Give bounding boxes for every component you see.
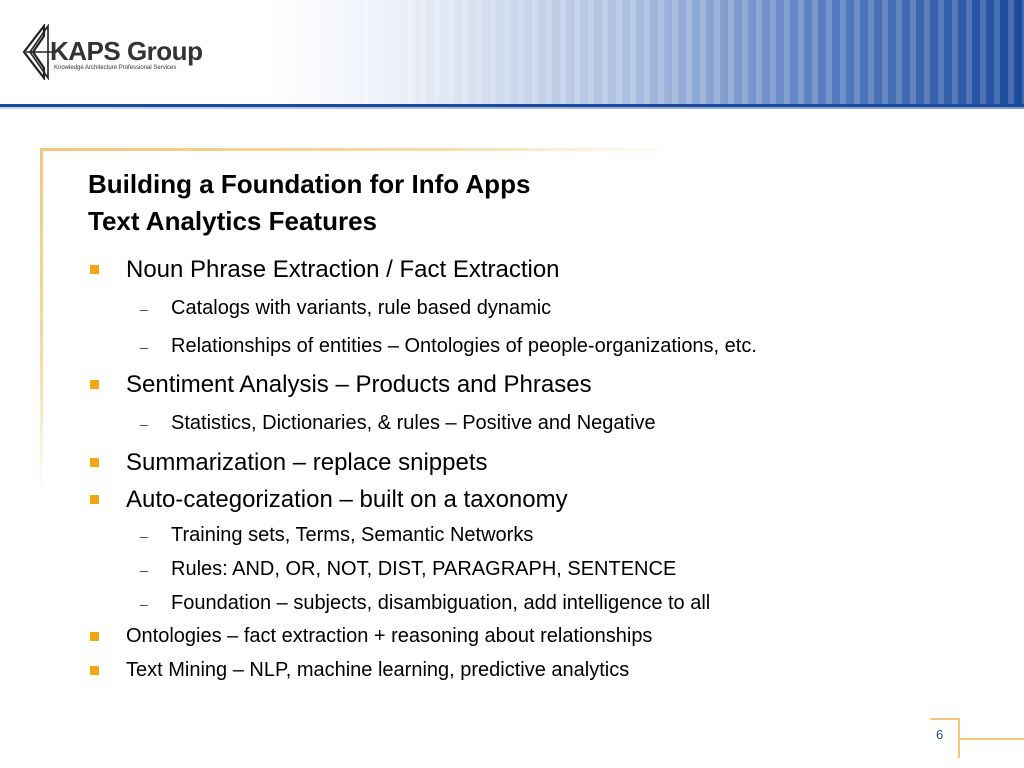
bullet-item: Ontologies – fact extraction + reasoning about relationships (126, 625, 653, 647)
square-bullet-icon (90, 666, 99, 675)
square-bullet-icon (90, 495, 99, 504)
logo-text: KAPS Group (50, 36, 203, 66)
bullet-item: Summarization – replace snippets (126, 449, 488, 476)
sub-bullet-item: Rules: AND, OR, NOT, DIST, PARAGRAPH, SENTENCE (171, 558, 677, 580)
sub-bullet-item: Statistics, Dictionaries, & rules – Positive and Negative (171, 412, 656, 434)
logo-arrow-icon (20, 24, 54, 80)
square-bullet-icon (90, 380, 99, 389)
bullet-item: Noun Phrase Extraction / Fact Extraction (126, 256, 560, 283)
page-number: 6 (936, 727, 944, 742)
square-bullet-icon (90, 265, 99, 274)
sub-bullet-item: Catalogs with variants, rule based dynamic (171, 297, 552, 319)
slide-title (88, 166, 530, 240)
dash-icon: – (140, 596, 148, 612)
page-box-line (960, 738, 1024, 740)
sub-bullet-item: Relationships of entities – Ontologies of people-organizations, etc. (171, 335, 757, 357)
dash-icon: – (140, 562, 148, 578)
sub-bullet-item: Foundation – subjects, disambiguation, add intelligence to all (171, 592, 711, 614)
sub-bullet-item: Training sets, Terms, Semantic Networks (171, 524, 534, 546)
bullet-item: Sentiment Analysis – Products and Phrases (126, 371, 592, 398)
content-frame-top (40, 148, 680, 151)
bullet-item: Text Mining – NLP, machine learning, predictive analytics (126, 659, 630, 681)
header-stripes (280, 0, 1024, 104)
kaps-group-logo (20, 24, 220, 84)
bullet-item: Auto-categorization – built on a taxonomy (126, 486, 568, 513)
dash-icon: – (140, 528, 148, 544)
page-box-top (930, 718, 960, 720)
content-frame-left (40, 148, 43, 498)
header-rule-light (0, 107, 1024, 109)
title-line-2: Text Analytics Features (88, 206, 377, 236)
square-bullet-icon (90, 632, 99, 641)
dash-icon: – (140, 416, 148, 432)
logo-tagline: Knowledge Architecture Professional Services (54, 65, 177, 71)
dash-icon: – (140, 339, 148, 355)
title-line-1: Building a Foundation for Info Apps (88, 169, 531, 199)
square-bullet-icon (90, 458, 99, 467)
dash-icon: – (140, 301, 148, 317)
